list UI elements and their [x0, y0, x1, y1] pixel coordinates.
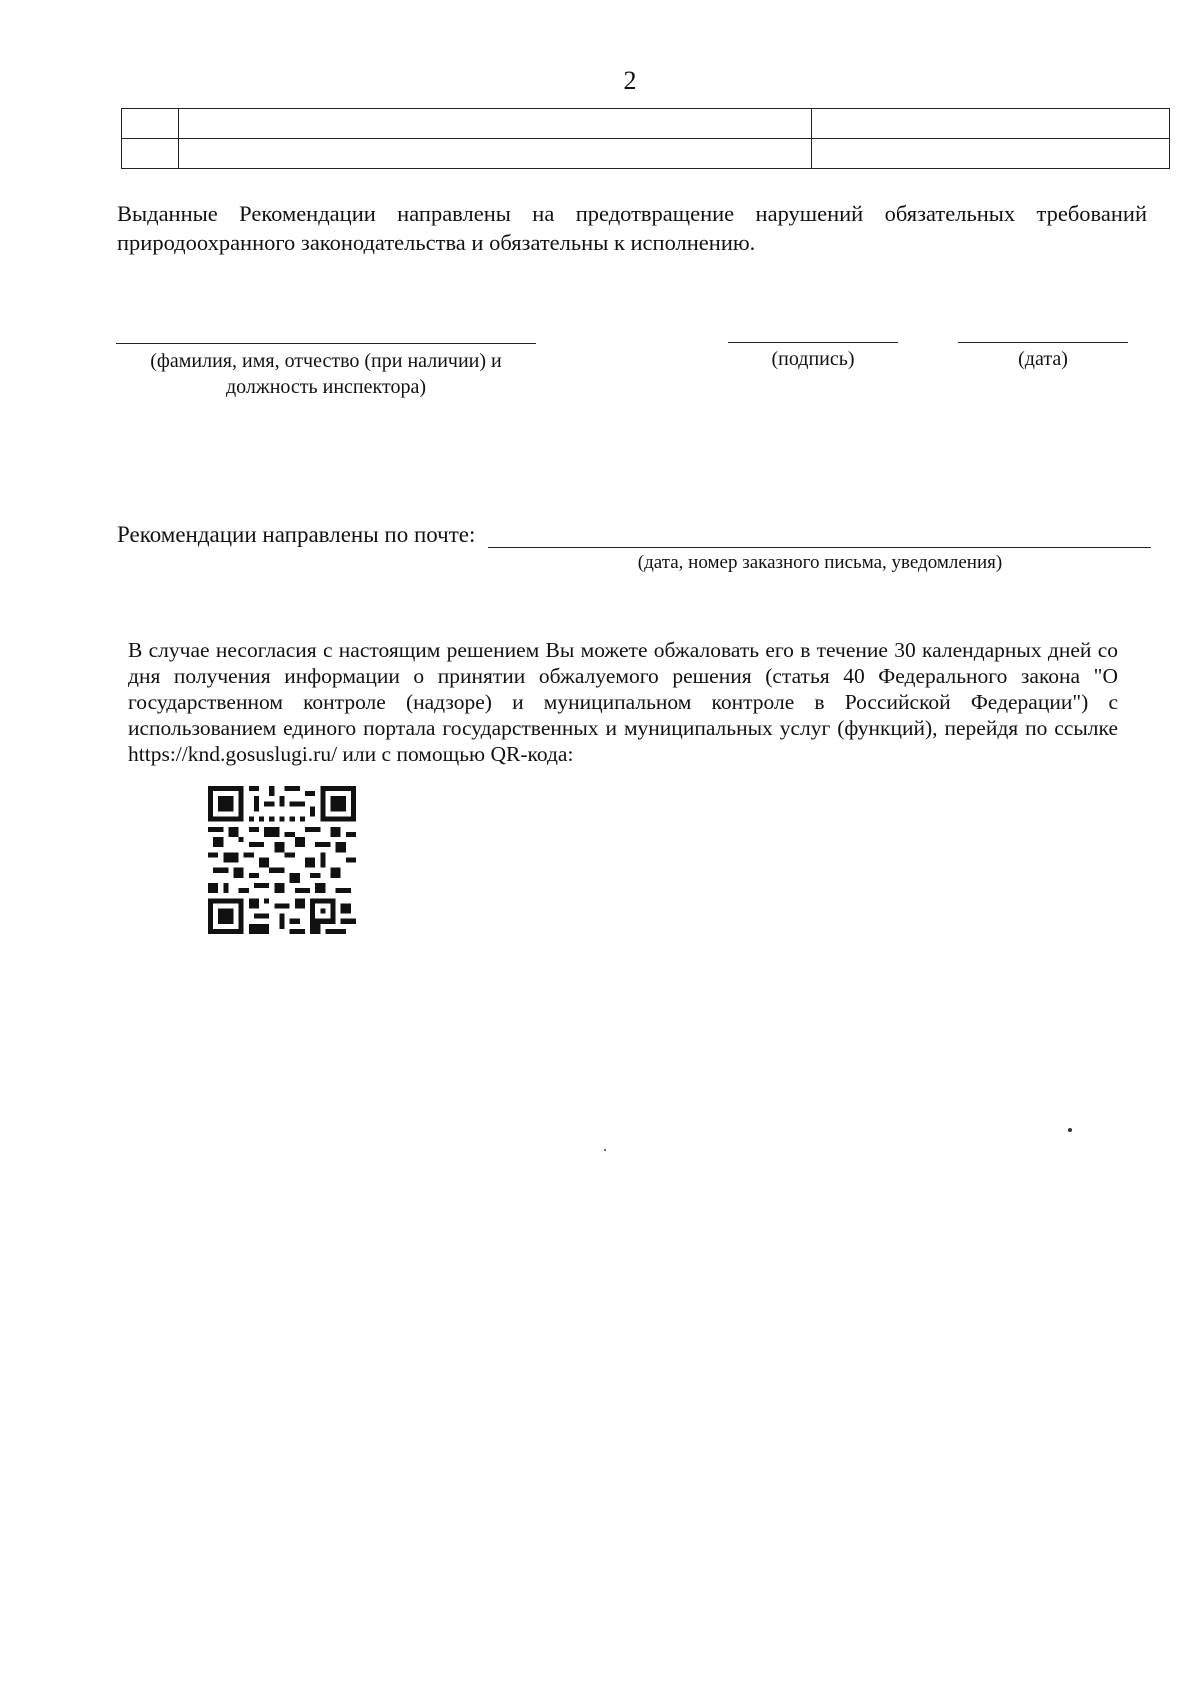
- scan-speck: [1068, 1128, 1072, 1132]
- signature-caption: (подпись): [771, 348, 855, 370]
- table-cell: [812, 109, 1170, 139]
- table-cell: [122, 109, 179, 139]
- table-cell: [179, 139, 812, 169]
- signature-line: [728, 342, 898, 343]
- table-cell: [812, 139, 1170, 169]
- page-number: 2: [623, 66, 637, 95]
- inspector-name-line: [116, 343, 536, 344]
- mail-caption: (дата, номер заказного письма, уведомления): [637, 552, 1003, 573]
- scan-speck: [604, 1149, 606, 1151]
- date-caption: (дата): [1018, 348, 1068, 370]
- table-cell: [179, 109, 812, 139]
- qr-code-icon: [208, 786, 356, 934]
- appeal-paragraph: В случае несогласия с настоящим решением Вы можете обжаловать его в течение 30 календарных дней со дня получения информации о принятии обжалуемого решения (статья 40 Федерального закона "О государственном контроле (надзоре) и муниципальном контроле в Российской Федерации") с использованием единого портала государственных и муниципальных услуг (функций), перейдя по ссылке https://knd.gosuslugi.ru/ или с помощью QR-кода:: [128, 638, 1118, 766]
- recommendations-paragraph: Выданные Рекомендации направлены на предотвращение нарушений обязательных требований природоохранного законодательства и обязательны к исполнению.: [117, 201, 1147, 255]
- table-row: [122, 139, 1170, 169]
- mail-line: [488, 547, 1151, 548]
- inspector-caption: (фамилия, имя, отчество (при наличии) и должность инспектора): [150, 350, 502, 398]
- table-row: [122, 109, 1170, 139]
- date-line: [958, 342, 1128, 343]
- form-table: [121, 108, 1170, 169]
- table-cell: [122, 139, 179, 169]
- mail-label: Рекомендации направлены по почте:: [117, 522, 476, 547]
